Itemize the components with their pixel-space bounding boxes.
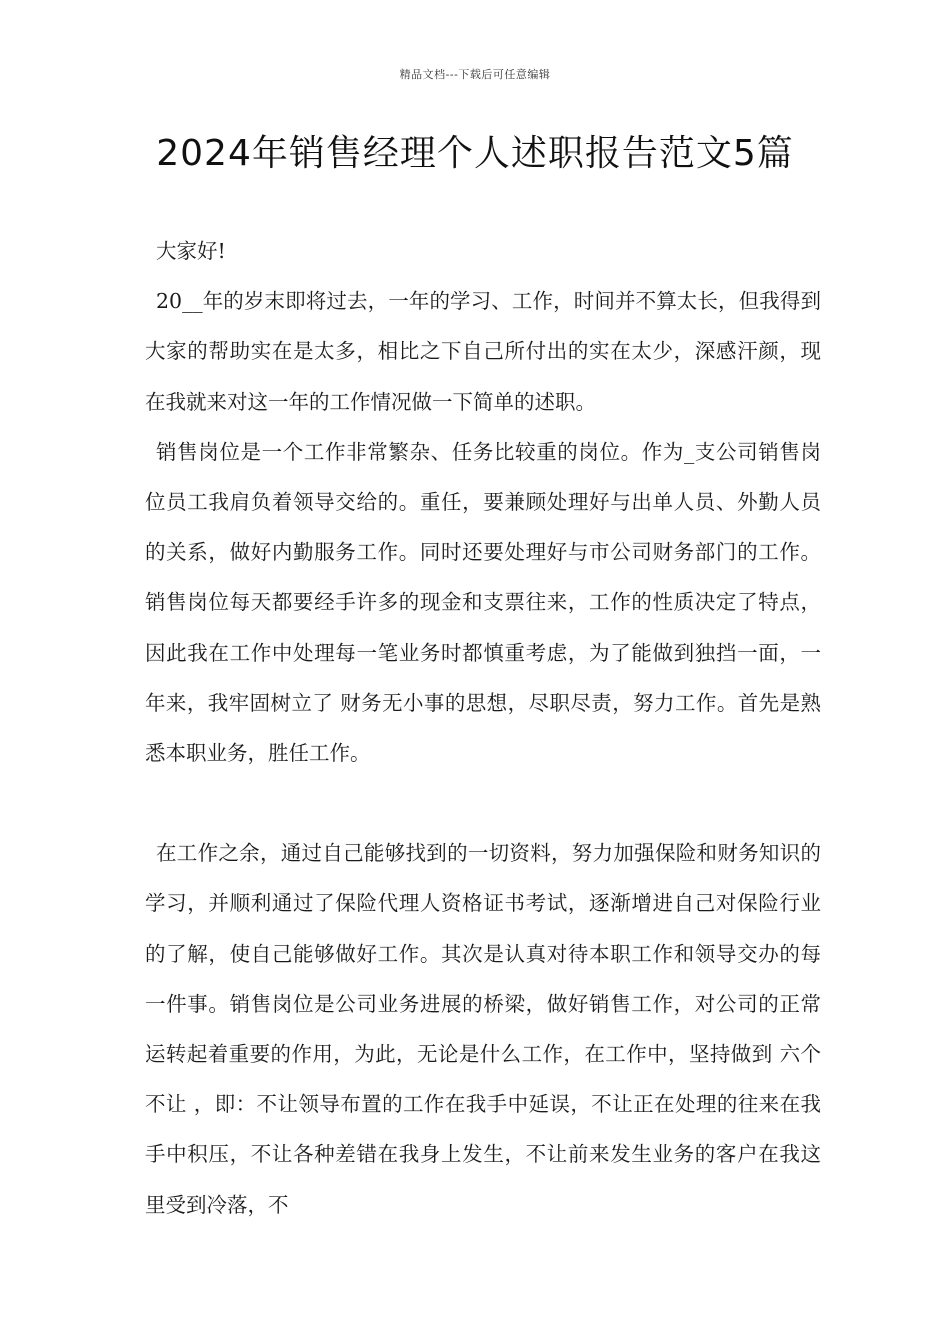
paragraph-intro: 20__年的岁末即将过去，一年的学习、工作，时间并不算太长，但我得到大家的帮助实在是太多，相比之下自己所付出的实在太少，深感汗颜，现在我就来对这一年的工作情况做一下简单的述职。 (145, 289, 821, 414)
paragraph-study: 在工作之余，通过自己能够找到的一切资料，努力加强保险和财务知识的学习，并顺利通过了保险代理人资格证书考试，逐渐增进自己对保险行业的了解，使自己能够做好工作。其次是认真对待本职工作和领导交办的每一件事。销售岗位是公司业务进展的桥梁，做好销售工作，对公司的正常运转起着重要的作用，为此，无论是什么工作，在工作中，坚持做到 六个不让 ，即：不让领导布置的工作在我手中延误，不让正在处理的往来在我手中积压，不让各种差错在我身上发生，不让前来发生业务的客户在我这里受到冷落，不 (145, 841, 821, 1217)
paragraph-greeting: 大家好! (156, 239, 226, 263)
document-body (145, 226, 821, 1230)
header-note: 精品文档---下载后可任意编辑 (399, 68, 551, 81)
document-title: 2024年销售经理个人述职报告范文5篇 (156, 133, 794, 174)
paragraph-gap (145, 778, 821, 828)
paragraph-sales-role: 销售岗位是一个工作非常繁杂、任务比较重的岗位。作为_支公司销售岗位员工我肩负着领导交给的。重任，要兼顾处理好与出单人员、外勤人员的关系，做好内勤服务工作。同时还要处理好与市公司财务部门的工作。销售岗位每天都要经手许多的现金和支票往来，工作的性质决定了特点，因此我在工作中处理每一笔业务时都慎重考虑，为了能做到独挡一面，一年来，我牢固树立了 财务无小事的思想，尽职尽责，努力工作。首先是熟悉本职业务，胜任工作。 (145, 439, 821, 766)
